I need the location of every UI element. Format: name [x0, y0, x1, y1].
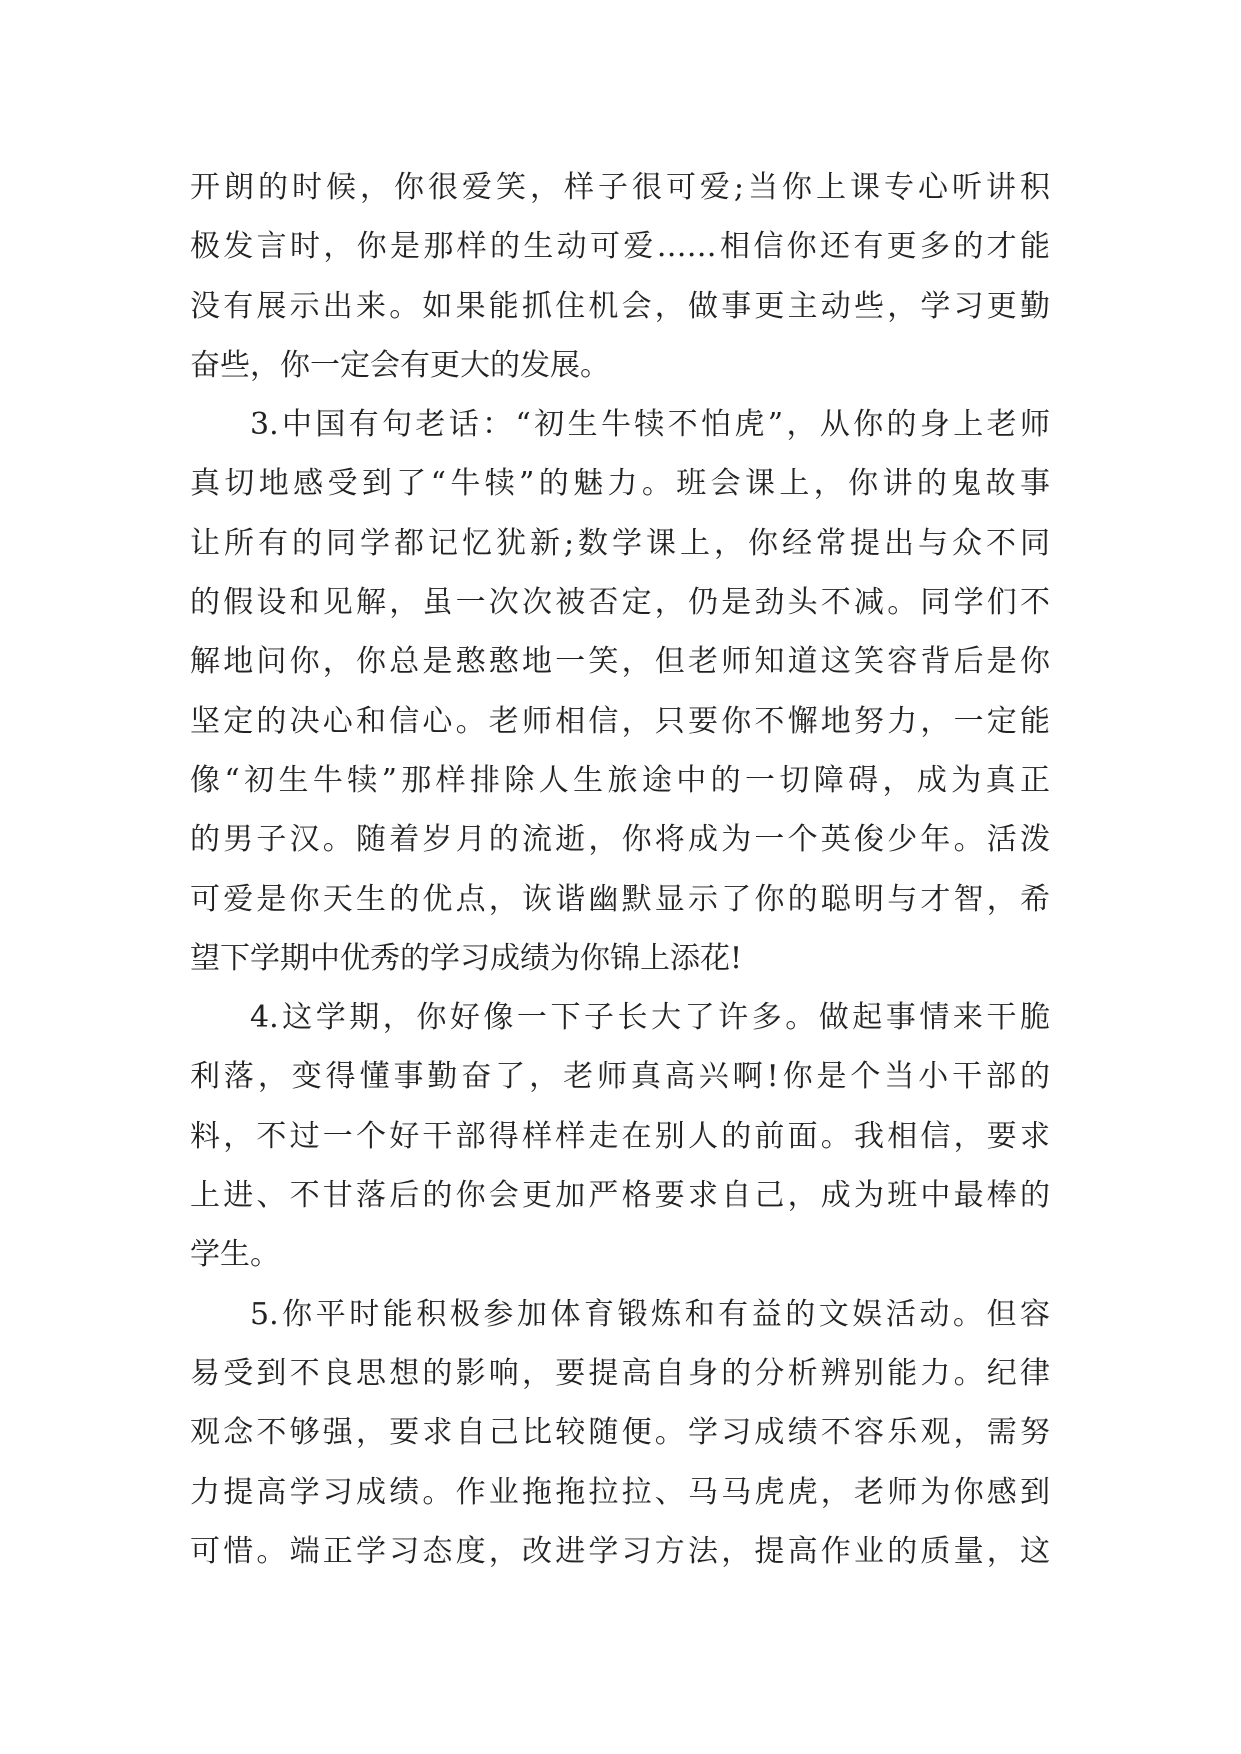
text-line: 料，不过一个好干部得样样走在别人的前面。我相信，要求 — [190, 1118, 1050, 1154]
text-line: 5.你平时能积极参加体育锻炼和有益的文娱活动。但容 — [250, 1296, 1050, 1332]
text-line: 4.这学期，你好像一下子长大了许多。做起事情来干脆 — [250, 1000, 1050, 1036]
text-line: 易受到不良思想的影响，要提高自身的分析辨别能力。纪律 — [190, 1355, 1050, 1391]
text-line: 坚定的决心和信心。老师相信，只要你不懈地努力，一定能 — [190, 703, 1050, 739]
text-line: 像“初生牛犊”那样排除人生旅途中的一切障碍，成为真正 — [190, 762, 1050, 798]
text-line: 可爱是你天生的优点，诙谐幽默显示了你的聪明与才智，希 — [190, 881, 1050, 917]
text-line: 的男子汉。随着岁月的流逝，你将成为一个英俊少年。活泼 — [190, 822, 1050, 858]
text-line: 的假设和见解，虽一次次被否定，仍是劲头不减。同学们不 — [190, 585, 1050, 621]
text-line: 极发言时，你是那样的生动可爱……相信你还有更多的才能 — [190, 229, 1050, 265]
text-line: 让所有的同学都记忆犹新;数学课上，你经常提出与众不同 — [190, 525, 1050, 561]
text-line: 可惜。端正学习态度，改进学习方法，提高作业的质量，这 — [190, 1533, 1050, 1569]
text-line: 力提高学习成绩。作业拖拖拉拉、马马虎虎，老师为你感到 — [190, 1474, 1050, 1510]
text-line: 解地问你，你总是憨憨地一笑，但老师知道这笑容背后是你 — [190, 644, 1050, 680]
text-line: 利落，变得懂事勤奋了，老师真高兴啊!你是个当小干部的 — [190, 1059, 1050, 1095]
text-line: 上进、不甘落后的你会更加严格要求自己，成为班中最棒的 — [190, 1178, 1050, 1214]
text-line: 观念不够强，要求自己比较随便。学习成绩不容乐观，需努 — [190, 1415, 1050, 1451]
text-line: 望下学期中优秀的学习成绩为你锦上添花! — [190, 940, 743, 976]
text-line: 开朗的时候，你很爱笑，样子很可爱;当你上课专心听讲积 — [190, 170, 1050, 205]
text-line: 3.中国有句老话：“初生牛犊不怕虎”，从你的身上老师 — [250, 407, 1050, 443]
text-line: 学生。 — [190, 1237, 280, 1273]
text-line: 奋些，你一定会有更大的发展。 — [190, 347, 610, 383]
text-line: 没有展示出来。如果能抓住机会，做事更主动些，学习更勤 — [190, 288, 1050, 324]
document-body-text — [190, 158, 1050, 1581]
text-line: 真切地感受到了“牛犊”的魅力。班会课上，你讲的鬼故事 — [190, 466, 1050, 502]
